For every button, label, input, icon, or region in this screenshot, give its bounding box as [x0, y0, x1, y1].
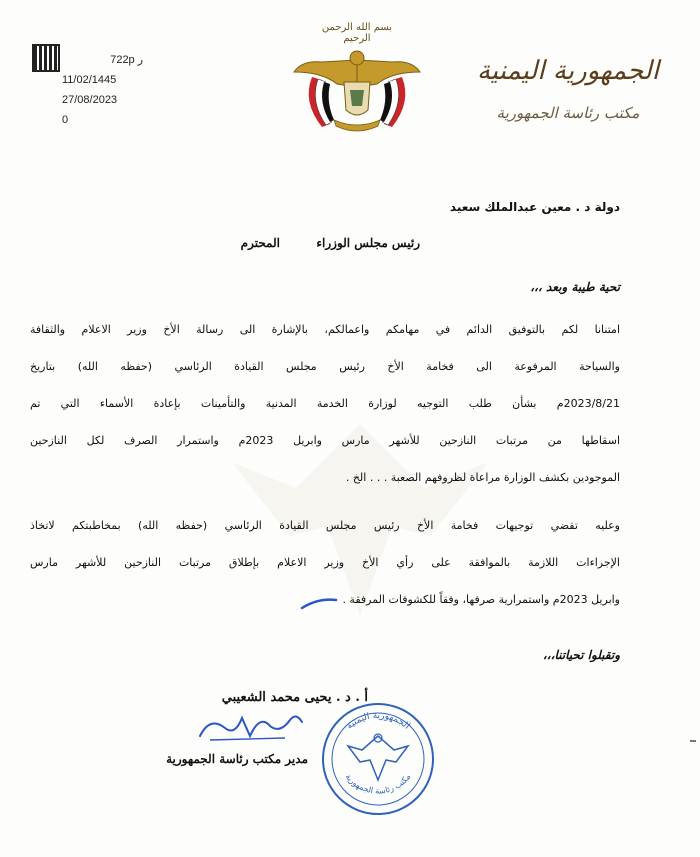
- greeting: تحية طيبة وبعد ،،،: [530, 280, 620, 294]
- closing: وتقبلوا تحياتنا،،،: [542, 648, 620, 662]
- attachments-count: 0: [62, 114, 69, 126]
- addressee: دولة د . معين عبدالملك سعيد: [449, 200, 620, 214]
- republic-title: الجمهورية اليمنية: [476, 56, 660, 86]
- hijri-date: 11/02/1445: [62, 74, 117, 86]
- respect-word: المحترم: [240, 236, 280, 250]
- document-meta: [62, 50, 144, 130]
- signer-title: مدير مكتب رئاسة الجمهورية: [166, 752, 308, 766]
- office-subtitle: مكتب رئاسة الجمهورية: [496, 104, 640, 122]
- official-stamp-icon: [318, 700, 438, 818]
- paragraph-1-line: امتنانا لكم بالتوفيق الدائم في مهامكم واعمالكم، بالإشارة الى رسالة الأخ وزير الاعلام والثقافة: [30, 323, 620, 336]
- paragraph-2-line: وابريل 2023م واستمرارية صرفها، وفقاً للكشوفات المرفقة .: [342, 593, 620, 606]
- stamp-text-bottom: مكتب رئاسة الجمهورية: [343, 772, 413, 796]
- handwritten-signature: [190, 706, 310, 746]
- reference-number: ر 722p: [110, 54, 144, 66]
- stamp-text-top: الجمهورية اليمنية: [344, 710, 412, 732]
- paragraph-2-line: الإجراءات اللازمة بالموافقة على رأي الأخ وزير الاعلام بإطلاق مرتبات النازحين للأشهر مارس: [30, 556, 620, 569]
- addressee-title-line: [80, 236, 620, 256]
- gregorian-date: 27/08/2023: [62, 94, 118, 106]
- national-emblem: [282, 22, 432, 142]
- addressee-position: رئيس مجلس الوزراء: [316, 236, 420, 250]
- paragraph-1-line: والسياحة المرفوعة الى فخامة الأخ رئيس مجلس القيادة الرئاسي (حفظه الله) بتاريخ: [30, 360, 620, 373]
- basmala: بسم الله الرحمن الرحيم: [321, 22, 393, 44]
- svg-text:مكتب رئاسة الجمهورية: [344, 772, 413, 796]
- paragraph-1-line: الموجودين بكشف الوزارة مراعاة لظروفهم الصعبة . . . الخ .: [345, 471, 620, 484]
- svg-text:الجمهورية اليمنية: [345, 711, 412, 732]
- pen-mark-icon: [300, 594, 340, 614]
- signer-name: أ . د . يحيى محمد الشعيبي: [221, 690, 368, 705]
- paragraph-1-line: اسقاطها من مرتبات النازحين للأشهر مارس وابريل 2023م واستمرار الصرف لكل النازحين: [30, 434, 621, 447]
- qr-code-icon: [32, 44, 60, 72]
- paragraph-2-line: وعليه تقضي توجيهات فخامة الأخ رئيس مجلس القيادة الرئاسي (حفظه الله) بمخاطبتكم لاتخاذ: [30, 519, 620, 532]
- edge-mark: [690, 740, 696, 742]
- paragraph-1: [30, 311, 620, 496]
- paragraph-1-line: 2023/8/21م بشأن طلب التوجيه لوزارة الخدمة المدنية والتأمينات بإعادة الأسماء التي تم: [30, 397, 620, 410]
- eagle-emblem-icon: [282, 32, 432, 142]
